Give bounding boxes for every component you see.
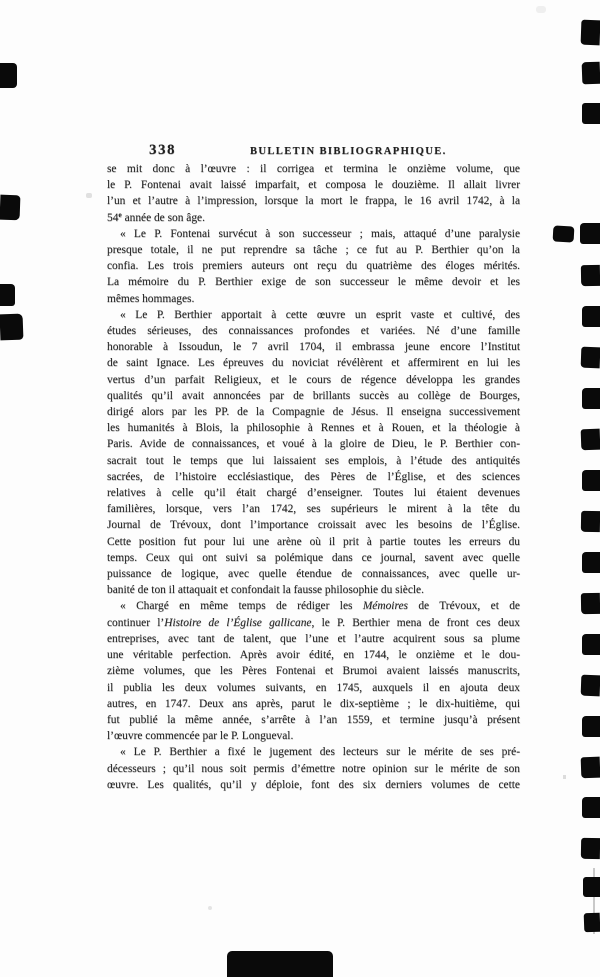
- text-line: Journal de Trévoux, dont l’importance croissait avec les besoins de l’Église.: [107, 519, 520, 532]
- scan-speck: [86, 193, 92, 198]
- text-line: une véritable perfection. Après avoir édité, en 1744, le onzième et le dou-: [107, 649, 520, 662]
- scan-artifact: [582, 470, 600, 491]
- text-line: [107, 615, 520, 631]
- paragraph: [107, 598, 520, 744]
- scan-artifact: [582, 62, 600, 85]
- scan-artifact: [581, 511, 600, 532]
- text-line: « Le P. Berthier apportait à cette œuvre un esprit vaste et cultivé, des: [120, 308, 520, 321]
- scan-artifact: [581, 757, 600, 779]
- text-line: La mémoire du P. Berthier exige de son successeur le même devoir et les: [107, 276, 520, 289]
- scan-artifact: [0, 63, 17, 88]
- text-block: [107, 161, 520, 793]
- running-title: BULLETIN BIBLIOGRAPHIQUE.: [250, 146, 447, 157]
- page-number: 338: [149, 142, 176, 158]
- text-line: Cette position fut pour lui une arène où il prit à partie toutes les erreurs du: [107, 535, 520, 548]
- text-line: vertus d’un parfait Religieux, et le cours de régence développa les grandes: [107, 373, 520, 386]
- text-line: Paris. Avide de connaissances, et voué à la gloire de Dieu, le P. Berthier con-: [107, 438, 520, 451]
- scan-artifact: [582, 797, 600, 818]
- scan-artifact: [584, 913, 600, 933]
- scan-artifact: [0, 195, 20, 221]
- text-line: les humanités à Blois, la philosophie à Rennes et à Rouen, et la théologie à: [107, 422, 520, 435]
- scan-speck: [563, 775, 566, 779]
- text-line: études sérieuses, des connaissances profondes et variées. Né d’une famille: [107, 325, 520, 338]
- text-line: sacrait tout le temps que lui laissaient ses emplois, à l’étude des antiquités: [107, 454, 520, 467]
- scan-artifact: [582, 716, 600, 737]
- text-line: dirigé alors par les PP. de la Compagnie de Jésus. Il enseigna successivement: [107, 406, 520, 419]
- scan-artifact: [582, 634, 600, 655]
- paragraph: [107, 307, 520, 599]
- scan-artifact: [581, 429, 600, 451]
- scan-artifact: [582, 103, 600, 124]
- superscript-ordinal: e: [118, 209, 122, 219]
- scan-artifact: [581, 675, 600, 697]
- text-line: [107, 598, 520, 614]
- scan-artifact: [227, 951, 333, 977]
- text-line: zième volumes, que les Pères Fontenai et Brumoi avaient laissés manuscrits,: [107, 665, 520, 678]
- scan-artifact: [0, 284, 15, 306]
- text-line: « Le P. Berthier a fixé le jugement des lecteurs sur le mérite de ses pré-: [120, 746, 520, 759]
- text-line: mêmes hommages.: [107, 292, 195, 305]
- text-line: confia. Les trois premiers auteurs ont reçu du quatrième des éloges mérités.: [107, 260, 520, 273]
- text-line: presque totale, il ne put reprendre sa tâche ; ce fut au P. Berthier qu’on la: [107, 244, 520, 257]
- text-line: l’un et l’autre à l’impression, lorsque la mort le frappa, le 16 avril 1742, à la: [107, 195, 520, 208]
- text-line: œuvre. Les qualités, qu’il y déploie, font des six derniers volumes de cette: [107, 778, 520, 791]
- text-line: le P. Fontenai avait laissé imparfait, et composa le douzième. Il allait livrer: [107, 179, 520, 192]
- paragraph: [107, 161, 520, 226]
- text-run: continuer l’: [107, 616, 165, 629]
- scan-artifact: [0, 314, 23, 341]
- running-head: [107, 142, 520, 162]
- scan-artifact: [582, 388, 600, 409]
- scan-artifact: [581, 347, 600, 369]
- text-run: année de son âge.: [121, 211, 205, 224]
- text-line: « Le P. Fontenai survécut à son successeur ; mais, attaqué d’une paralysie: [120, 227, 520, 240]
- scan-artifact: [581, 265, 600, 286]
- scan-artifact: [580, 223, 600, 244]
- text-line: se mit donc à l’œuvre : il corrigea et termina le onzième volume, que: [107, 163, 520, 175]
- scan-artifact: [582, 552, 600, 573]
- text-line: relatives à celle qu’il était chargé d’enseigner. Toutes lui étaient devenues: [107, 487, 520, 500]
- text-line: temps. Ceux qui ont suivi sa polémique dans ce journal, savent avec quelle: [107, 551, 520, 564]
- text-line: fut publié la même année, s’arrête à l’an 1559, et termine jusqu’à présent: [107, 713, 520, 726]
- text-line: il publia les deux volumes suivants, en 1745, auxquels il en ajouta deux: [107, 681, 520, 694]
- text-line: entreprises, avec tant de talent, que l’une et l’autre acquirent sous sa plume: [107, 632, 520, 645]
- text-line: l’œuvre commencée par le P. Longueval.: [107, 730, 294, 743]
- italic-title: Mémoires: [362, 600, 408, 613]
- text-run: , le P. Berthier mena de front ces deux: [311, 616, 521, 629]
- text-line: banité de ton il attaquait et confondait la fausse philosophie du siècle.: [107, 584, 424, 597]
- scan-speck: [536, 6, 546, 13]
- scan-artifact: [581, 20, 600, 46]
- scan-artifact: [582, 306, 600, 327]
- text-line: [107, 210, 520, 226]
- scan-speck: [208, 906, 212, 910]
- text-run: de Trévoux, et de: [407, 600, 520, 613]
- text-line: qualités qu’il avait annoncées par de brillants succès au collège de Bourges,: [107, 389, 520, 402]
- italic-title: Histoire de l’Église gallicane: [164, 616, 312, 629]
- scan-artifact: [583, 877, 600, 897]
- text-line: sacrées, de l’histoire ecclésiastique, des Pères de l’Église, et des sciences: [107, 470, 520, 483]
- scan-artifact: [581, 838, 600, 859]
- paragraph: [107, 744, 520, 793]
- scan-artifact: [553, 225, 575, 242]
- scan-artifact: [581, 593, 600, 614]
- text-line: autres, en 1747. Deux ans après, parut le dix-septième ; le dix-huitième, qui: [107, 697, 520, 710]
- text-run: 54: [107, 211, 119, 224]
- text-line: de saint Ignace. Les épreuves du noviciat révélèrent et affermirent en lui les: [107, 357, 520, 370]
- text-line: honorable à Issoudun, le 7 avril 1704, il embrassa jeune encore l’Institut: [107, 341, 520, 354]
- text-line: familières, lorsque, vers l’an 1742, ses supérieurs le mirent à la tête du: [107, 503, 520, 516]
- text-line: décesseurs ; qu’il nous soit permis d’émettre notre opinion sur le mérite de son: [107, 762, 520, 775]
- text-line: puissance de logique, avec quelle étendue de connaissances, avec quelle ur-: [107, 568, 520, 581]
- paragraph: [107, 226, 520, 307]
- text-run: « Chargé en même temps de rédiger les: [120, 600, 363, 613]
